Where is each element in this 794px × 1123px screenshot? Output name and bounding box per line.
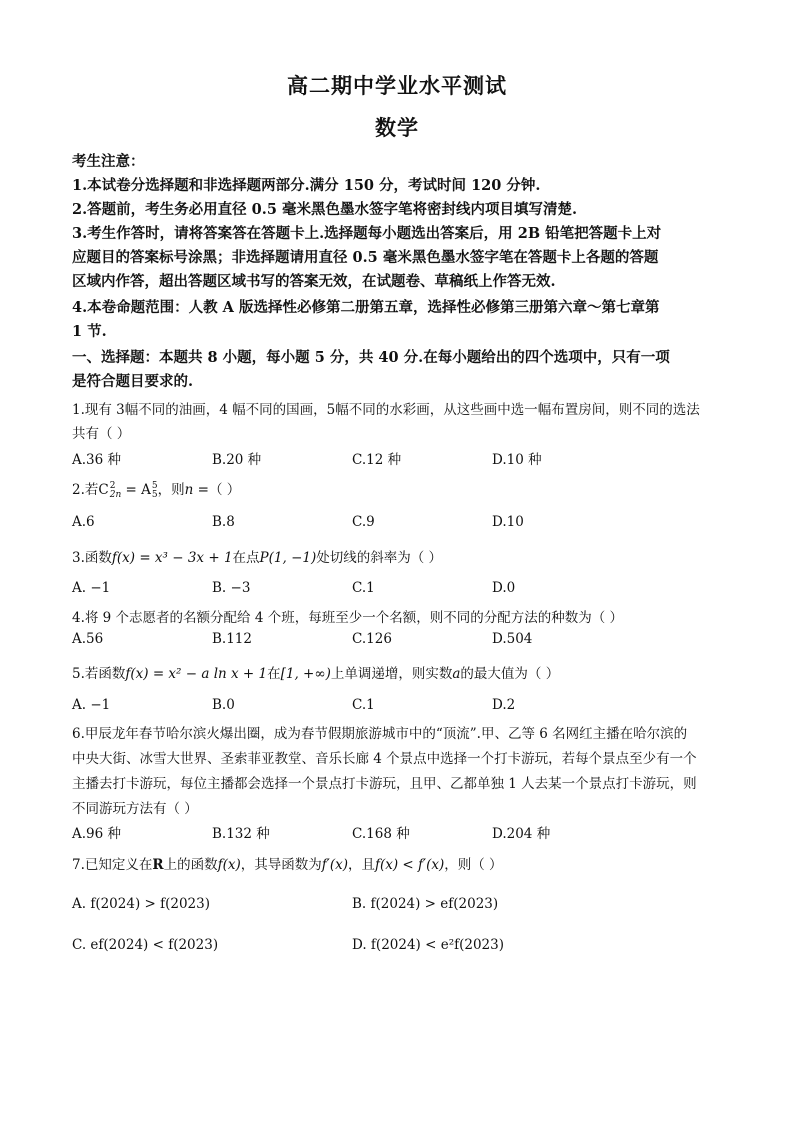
q2-c-sub: 2n — [109, 489, 122, 500]
q5-end: 的最大值为（ ） — [460, 666, 560, 682]
q2-option-a: A.6 — [72, 514, 95, 530]
notice-item-2: 2.答题前，考生务必用直径 0.5 毫米黑色墨水签字笔将密封线内项目填写清楚. — [72, 201, 578, 218]
q7-prefix: 7.已知定义在 — [72, 857, 153, 873]
q2-prefix: 2.若 — [72, 482, 99, 498]
q5-option-b: B.0 — [212, 697, 235, 713]
q5-option-c: C.1 — [352, 697, 375, 713]
q2-var: n — [184, 482, 194, 498]
q6-option-a: A.96 种 — [72, 826, 122, 842]
q3-prefix: 3.函数 — [72, 550, 112, 566]
q7-option-b: B. f(2024) > ef(2023) — [352, 896, 499, 912]
q3-option-a: A. −1 — [72, 580, 111, 596]
notice-heading: 考生注意： — [72, 153, 145, 170]
q4-option-a: A.56 — [72, 631, 104, 647]
q2-option-d: D.10 — [492, 514, 524, 530]
q5-prefix: 5.若函数 — [72, 666, 126, 682]
q4-option-b: B.112 — [212, 631, 252, 647]
notice-item-3: 3.考生作答时，请将答案答在答题卡上.选择题每小题选出答案后，用 2B 铅笔把答题卡上对 — [72, 225, 662, 242]
q1-option-d: D.10 种 — [492, 452, 542, 468]
q5-suffix: 上单调递增，则实数 — [330, 666, 453, 682]
question-7-text — [72, 853, 722, 873]
q6-option-b: B.132 种 — [212, 826, 270, 842]
q3-option-d: D.0 — [492, 580, 516, 596]
q1-option-b: B.20 种 — [212, 452, 262, 468]
q7-deriv: f′(x) — [321, 857, 348, 873]
q2-suffix: ，则 — [157, 482, 185, 498]
q2-option-c: C.9 — [352, 514, 375, 530]
q7-option-c: C. ef(2024) < f(2023) — [72, 937, 219, 953]
question-3-text — [72, 546, 722, 566]
question-4-text: 4.将 9 个志愿者的名额分配给 4 个班，每班至少一个名额，则不同的分配方法的种数为（ ） — [72, 610, 624, 626]
question-6-text-1: 6.甲辰龙年春节哈尔滨火爆出圈，成为春节假期旅游城市中的“顶流”.甲、乙等 6 名网红主播在哈尔滨的 — [72, 726, 688, 742]
q2-a-sub: 5 — [151, 489, 158, 500]
q1-option-c: C.12 种 — [352, 452, 402, 468]
q2-a-sup: 5 — [151, 480, 158, 491]
q5-var: a — [452, 666, 461, 682]
subject-title: 数学 — [375, 115, 419, 140]
section-heading-line-2: 是符合题目要求的. — [72, 373, 194, 390]
q7-end: ，则（ ） — [444, 857, 503, 873]
q4-option-c: C.126 — [352, 631, 392, 647]
notice-item-4: 4.本卷命题范围：人教 A 版选择性必修第二册第五章，选择性必修第三册第六章～第七章第 — [72, 299, 660, 316]
q2-end: =（ ） — [193, 482, 241, 498]
q6-option-c: C.168 种 — [352, 826, 410, 842]
question-1-text: 1.现有 3幅不同的油画，4 幅不同的国画，5幅不同的水彩画，从这些画中选一幅布置房间，则不同的选法 — [72, 402, 700, 418]
q4-option-d: D.504 — [492, 631, 533, 647]
q3-option-c: C.1 — [352, 580, 375, 596]
notice-item-4-cont: 1 节. — [72, 323, 107, 340]
q7-mid2: ，其导函数为 — [240, 857, 322, 873]
q2-option-b: B.8 — [212, 514, 235, 530]
section-heading-line-1: 一、选择题：本题共 8 小题，每小题 5 分，共 40 分.在每小题给出的四个选项中，只有一项 — [72, 349, 670, 366]
q7-func: f(x) — [217, 857, 241, 873]
notice-item-3-cont-2: 区域内作答，超出答题区域书写的答案无效，在试题卷、草稿纸上作答无效. — [72, 273, 556, 290]
question-6-text-4: 不同游玩方法有（ ） — [72, 801, 198, 817]
q3-suffix: 处切线的斜率为（ ） — [316, 550, 443, 566]
question-6-text-3: 主播去打卡游玩，每位主播都会选择一个景点打卡游玩，且甲、乙都单独 1 人去某一个景点打卡游玩，则 — [72, 776, 697, 792]
q5-option-a: A. −1 — [72, 697, 111, 713]
q2-c-sup: 2 — [109, 480, 116, 491]
q7-option-a: A. f(2024) > f(2023) — [72, 896, 210, 912]
q1-option-a: A.36 种 — [72, 452, 122, 468]
q5-func: f(x) = x² − a ln x + 1 — [125, 666, 268, 682]
q5-interval: [1, +∞) — [280, 666, 331, 682]
q7-set: R — [152, 857, 164, 873]
q3-mid: 在点 — [232, 550, 260, 566]
question-5-text — [72, 662, 722, 682]
exam-title: 高二期中学业水平测试 — [287, 73, 507, 98]
question-6-text-2: 中央大街、冰雪大世界、圣索菲亚教堂、音乐长廊 4 个景点中选择一个打卡游玩，若每个景点至少有一个 — [72, 751, 697, 767]
q5-mid: 在 — [267, 666, 281, 682]
question-1-text-cont: 共有（ ） — [72, 426, 131, 442]
q3-point: P(1, −1) — [259, 550, 317, 566]
question-2-text: 2.若C 2 2n = A 5 5 ，则n =（ ） — [72, 480, 241, 500]
q7-option-d: D. f(2024) < e²f(2023) — [352, 937, 504, 953]
q2-eq: = A — [121, 482, 151, 498]
q7-mid1: 上的函数 — [163, 857, 218, 873]
q7-cond: f(x) < f′(x) — [375, 857, 445, 873]
q3-option-b: B. −3 — [212, 580, 251, 596]
q3-func: f(x) = x³ − 3x + 1 — [111, 550, 233, 566]
notice-item-3-cont-1: 应题目的答案标号涂黑；非选择题请用直径 0.5 毫米黑色墨水签字笔在答题卡上各题的答题 — [72, 249, 659, 266]
q6-option-d: D.204 种 — [492, 826, 551, 842]
q7-mid3: ，且 — [348, 857, 375, 873]
notice-item-1: 1.本试卷分选择题和非选择题两部分.满分 150 分，考试时间 120 分钟. — [72, 177, 541, 194]
q5-option-d: D.2 — [492, 697, 516, 713]
